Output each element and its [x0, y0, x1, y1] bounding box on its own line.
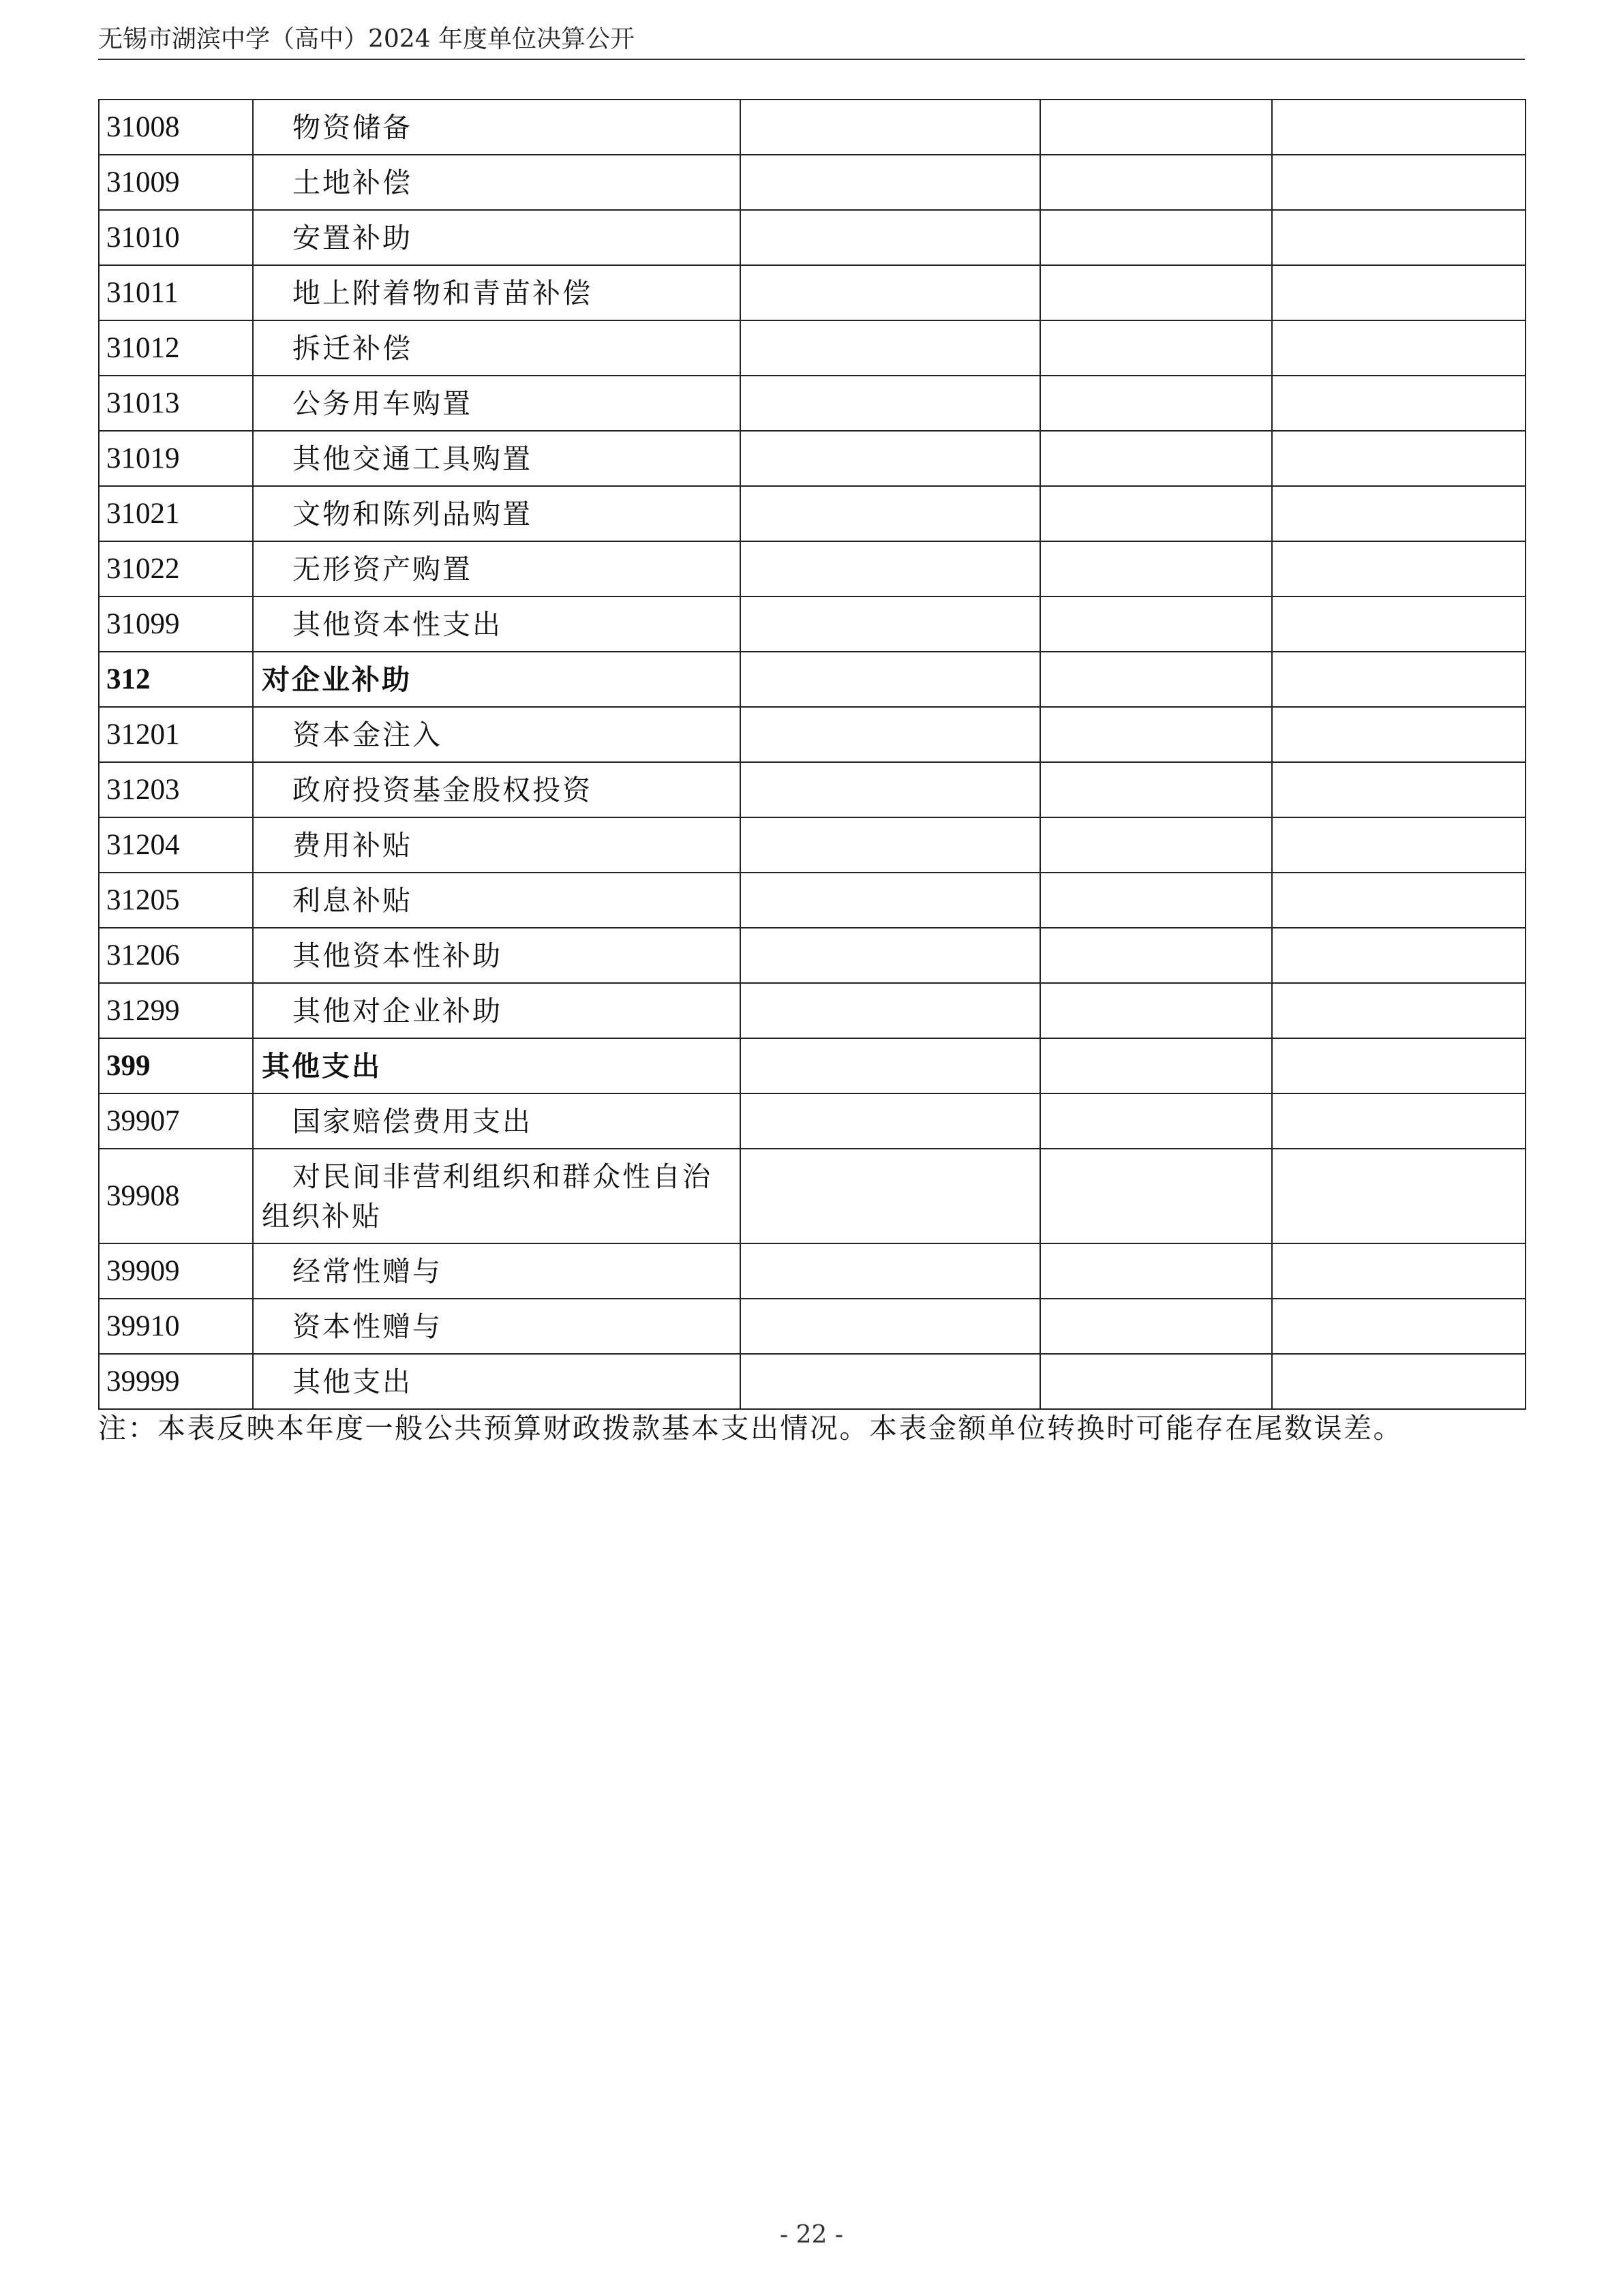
amount-cell-3: [1272, 652, 1526, 707]
subject-code: 31203: [99, 762, 253, 817]
amount-cell-1: [740, 100, 1040, 155]
subject-code: 31022: [99, 541, 253, 596]
subject-name: 利息补贴: [253, 873, 740, 928]
amount-cell-1: [740, 596, 1040, 652]
amount-cell-1: [740, 155, 1040, 210]
subject-code: 399: [99, 1038, 253, 1093]
amount-cell-3: [1272, 817, 1526, 873]
amount-cell-1: [740, 486, 1040, 541]
amount-cell-3: [1272, 376, 1526, 431]
subject-name: 政府投资基金股权投资: [253, 762, 740, 817]
table-row: [99, 1354, 1526, 1409]
table-row: [99, 817, 1526, 873]
subject-name: 公务用车购置: [253, 376, 740, 431]
subject-name: 安置补助: [253, 210, 740, 265]
subject-name: 资本金注入: [253, 707, 740, 762]
subject-name: 其他交通工具购置: [253, 431, 740, 486]
amount-cell-2: [1040, 541, 1272, 596]
amount-cell-3: [1272, 762, 1526, 817]
subject-name: 其他对企业补助: [253, 983, 740, 1038]
amount-cell-3: [1272, 1354, 1526, 1409]
amount-cell-2: [1040, 265, 1272, 320]
amount-cell-1: [740, 1093, 1040, 1149]
subject-name: 土地补偿: [253, 155, 740, 210]
amount-cell-2: [1040, 1354, 1272, 1409]
amount-cell-1: [740, 1299, 1040, 1354]
amount-cell-2: [1040, 431, 1272, 486]
table-row: [99, 1243, 1526, 1299]
amount-cell-3: [1272, 928, 1526, 983]
table-row: [99, 1149, 1526, 1243]
amount-cell-3: [1272, 320, 1526, 376]
table-row: [99, 431, 1526, 486]
table-row: [99, 155, 1526, 210]
amount-cell-2: [1040, 817, 1272, 873]
amount-cell-1: [740, 1038, 1040, 1093]
subject-name: 费用补贴: [253, 817, 740, 873]
table-row: [99, 486, 1526, 541]
table-row: [99, 762, 1526, 817]
amount-cell-1: [740, 707, 1040, 762]
amount-cell-3: [1272, 1299, 1526, 1354]
table-note: 注：本表反映本年度一般公共预算财政拨款基本支出情况。本表金额单位转换时可能存在尾数误差。: [98, 1412, 1403, 1445]
amount-cell-1: [740, 1149, 1040, 1243]
amount-cell-2: [1040, 486, 1272, 541]
table-row: [99, 100, 1526, 155]
subject-code: 39907: [99, 1093, 253, 1149]
amount-cell-1: [740, 265, 1040, 320]
amount-cell-2: [1040, 928, 1272, 983]
subject-code: 39999: [99, 1354, 253, 1409]
subject-name: 物资储备: [253, 100, 740, 155]
subject-name: 对民间非营利组织和群众性自治组织补贴: [253, 1149, 740, 1243]
subject-code: 39908: [99, 1149, 253, 1243]
subject-name: 经常性赠与: [253, 1243, 740, 1299]
amount-cell-1: [740, 652, 1040, 707]
subject-code: 31011: [99, 265, 253, 320]
amount-cell-3: [1272, 100, 1526, 155]
subject-name: 其他支出: [253, 1038, 740, 1093]
subject-name: 文物和陈列品购置: [253, 486, 740, 541]
table-row: [99, 596, 1526, 652]
table-body: [99, 100, 1526, 1409]
amount-cell-2: [1040, 873, 1272, 928]
amount-cell-2: [1040, 155, 1272, 210]
subject-code: 31013: [99, 376, 253, 431]
amount-cell-2: [1040, 376, 1272, 431]
subject-code: 31012: [99, 320, 253, 376]
subject-code: 31099: [99, 596, 253, 652]
amount-cell-3: [1272, 541, 1526, 596]
subject-code: 31206: [99, 928, 253, 983]
amount-cell-2: [1040, 596, 1272, 652]
subject-code: 31009: [99, 155, 253, 210]
subject-name: 其他支出: [253, 1354, 740, 1409]
table-row: [99, 1093, 1526, 1149]
amount-cell-1: [740, 541, 1040, 596]
amount-cell-2: [1040, 1093, 1272, 1149]
amount-cell-3: [1272, 707, 1526, 762]
document-title: 无锡市湖滨中学（高中）2024 年度单位决算公开: [98, 25, 635, 53]
amount-cell-1: [740, 983, 1040, 1038]
amount-cell-2: [1040, 762, 1272, 817]
amount-cell-1: [740, 210, 1040, 265]
amount-cell-3: [1272, 596, 1526, 652]
table-row: [99, 376, 1526, 431]
subject-name: 对企业补助: [253, 652, 740, 707]
subject-code: 39910: [99, 1299, 253, 1354]
table-row-group: [99, 1038, 1526, 1093]
subject-name: 拆迁补偿: [253, 320, 740, 376]
amount-cell-1: [740, 873, 1040, 928]
subject-code: 31204: [99, 817, 253, 873]
table-row: [99, 541, 1526, 596]
amount-cell-1: [740, 762, 1040, 817]
table-row: [99, 265, 1526, 320]
table-row: [99, 873, 1526, 928]
amount-cell-3: [1272, 265, 1526, 320]
subject-code: 31201: [99, 707, 253, 762]
amount-cell-3: [1272, 1038, 1526, 1093]
subject-code: 31008: [99, 100, 253, 155]
subject-code: 31010: [99, 210, 253, 265]
amount-cell-1: [740, 320, 1040, 376]
subject-name: 其他资本性支出: [253, 596, 740, 652]
amount-cell-2: [1040, 1038, 1272, 1093]
amount-cell-2: [1040, 1243, 1272, 1299]
amount-cell-2: [1040, 1149, 1272, 1243]
table-row: [99, 1299, 1526, 1354]
table-row: [99, 928, 1526, 983]
amount-cell-3: [1272, 210, 1526, 265]
subject-name: 资本性赠与: [253, 1299, 740, 1354]
amount-cell-2: [1040, 983, 1272, 1038]
amount-cell-3: [1272, 873, 1526, 928]
table-row: [99, 210, 1526, 265]
subject-name: 地上附着物和青苗补偿: [253, 265, 740, 320]
amount-cell-2: [1040, 100, 1272, 155]
amount-cell-3: [1272, 983, 1526, 1038]
amount-cell-1: [740, 1354, 1040, 1409]
amount-cell-3: [1272, 431, 1526, 486]
amount-cell-2: [1040, 320, 1272, 376]
amount-cell-3: [1272, 1243, 1526, 1299]
amount-cell-1: [740, 817, 1040, 873]
amount-cell-3: [1272, 155, 1526, 210]
expenditure-table: [98, 99, 1526, 1410]
table-row: [99, 320, 1526, 376]
subject-code: 31019: [99, 431, 253, 486]
amount-cell-1: [740, 376, 1040, 431]
table-row: [99, 983, 1526, 1038]
page-number: - 22 -: [779, 2221, 844, 2249]
page-header: [98, 20, 1525, 60]
amount-cell-1: [740, 1243, 1040, 1299]
table-row: [99, 707, 1526, 762]
amount-cell-2: [1040, 210, 1272, 265]
subject-name: 国家赔偿费用支出: [253, 1093, 740, 1149]
table-row-group: [99, 652, 1526, 707]
amount-cell-2: [1040, 652, 1272, 707]
subject-name: 无形资产购置: [253, 541, 740, 596]
subject-code: 31299: [99, 983, 253, 1038]
amount-cell-1: [740, 928, 1040, 983]
subject-code: 31021: [99, 486, 253, 541]
subject-code: 39909: [99, 1243, 253, 1299]
amount-cell-3: [1272, 486, 1526, 541]
amount-cell-1: [740, 431, 1040, 486]
amount-cell-2: [1040, 707, 1272, 762]
subject-code: 31205: [99, 873, 253, 928]
subject-name: 其他资本性补助: [253, 928, 740, 983]
amount-cell-2: [1040, 1299, 1272, 1354]
amount-cell-3: [1272, 1093, 1526, 1149]
subject-code: 312: [99, 652, 253, 707]
amount-cell-3: [1272, 1149, 1526, 1243]
